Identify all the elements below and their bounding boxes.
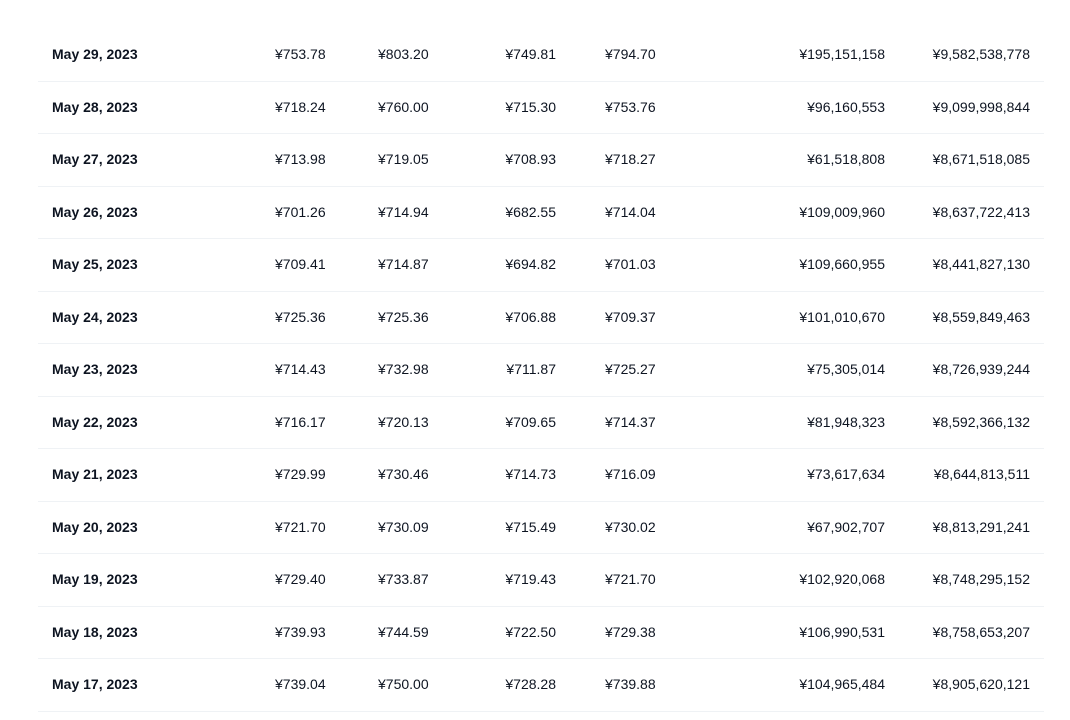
close-cell: ¥753.76 [605, 98, 656, 115]
market-cap-cell: ¥9,582,538,778 [932, 46, 1030, 62]
low-cell: ¥682.55 [505, 203, 556, 220]
high-cell: ¥720.13 [378, 413, 429, 430]
low-cell: ¥711.87 [506, 361, 556, 377]
low-cell: ¥722.50 [505, 623, 556, 640]
table-row [38, 659, 1044, 712]
market-cap-cell: ¥8,637,722,413 [932, 203, 1030, 220]
high-cell: ¥714.94 [378, 203, 429, 220]
low-cell: ¥714.73 [505, 466, 556, 482]
open-cell: ¥716.17 [275, 413, 326, 430]
volume-cell: ¥81,948,323 [807, 413, 885, 430]
close-cell: ¥729.38 [605, 623, 656, 640]
close-cell: ¥709.37 [605, 308, 656, 325]
low-cell: ¥749.81 [505, 46, 556, 62]
close-cell: ¥714.04 [605, 203, 656, 220]
date-cell: May 23, 2023 [52, 361, 138, 377]
low-cell: ¥706.88 [505, 308, 556, 325]
low-cell: ¥719.43 [505, 571, 556, 587]
open-cell: ¥718.24 [275, 98, 326, 115]
open-cell: ¥721.70 [275, 518, 326, 535]
volume-cell: ¥106,990,531 [799, 623, 885, 640]
low-cell: ¥728.28 [505, 676, 556, 692]
high-cell: ¥725.36 [378, 308, 429, 325]
high-cell: ¥719.05 [378, 151, 429, 167]
high-cell: ¥744.59 [378, 623, 429, 640]
date-cell: May 18, 2023 [52, 623, 138, 640]
table-row [38, 29, 1044, 82]
table-row [38, 344, 1044, 397]
volume-cell: ¥195,151,158 [799, 46, 885, 62]
close-cell: ¥725.27 [605, 361, 656, 377]
open-cell: ¥714.43 [275, 361, 326, 377]
date-cell: May 26, 2023 [52, 203, 138, 220]
date-cell: May 20, 2023 [52, 518, 138, 535]
date-cell: May 25, 2023 [52, 256, 138, 272]
low-cell: ¥715.30 [505, 98, 556, 115]
market-cap-cell: ¥8,813,291,241 [932, 518, 1030, 535]
high-cell: ¥760.00 [378, 98, 429, 115]
low-cell: ¥709.65 [505, 413, 556, 430]
market-cap-cell: ¥9,099,998,844 [932, 98, 1030, 115]
open-cell: ¥713.98 [275, 151, 326, 167]
high-cell: ¥732.98 [378, 361, 429, 377]
market-cap-cell: ¥8,644,813,511 [933, 466, 1030, 482]
market-cap-cell: ¥8,726,939,244 [932, 361, 1030, 377]
open-cell: ¥753.78 [275, 46, 326, 62]
close-cell: ¥730.02 [605, 518, 656, 535]
market-cap-cell: ¥8,671,518,085 [932, 151, 1030, 167]
volume-cell: ¥67,902,707 [807, 518, 885, 535]
table-row [38, 397, 1044, 450]
high-cell: ¥803.20 [378, 46, 429, 62]
open-cell: ¥701.26 [275, 203, 326, 220]
table-row [38, 134, 1044, 187]
close-cell: ¥701.03 [605, 256, 656, 272]
table-row [38, 554, 1044, 607]
low-cell: ¥715.49 [505, 518, 556, 535]
high-cell: ¥733.87 [378, 571, 429, 587]
market-cap-cell: ¥8,905,620,121 [932, 676, 1030, 692]
volume-cell: ¥104,965,484 [799, 676, 885, 692]
volume-cell: ¥73,617,634 [807, 466, 885, 482]
table-row [38, 502, 1044, 555]
table-row [38, 292, 1044, 345]
table-row [38, 607, 1044, 660]
close-cell: ¥739.88 [605, 676, 656, 692]
date-cell: May 19, 2023 [52, 571, 138, 587]
open-cell: ¥729.40 [275, 571, 326, 587]
market-cap-cell: ¥8,592,366,132 [932, 413, 1030, 430]
market-cap-cell: ¥8,748,295,152 [932, 571, 1030, 587]
table-row [38, 449, 1044, 502]
low-cell: ¥694.82 [505, 256, 556, 272]
high-cell: ¥730.09 [378, 518, 429, 535]
close-cell: ¥714.37 [605, 413, 656, 430]
close-cell: ¥794.70 [605, 46, 656, 62]
volume-cell: ¥101,010,670 [799, 308, 885, 325]
table-row [38, 82, 1044, 135]
open-cell: ¥729.99 [275, 466, 326, 482]
open-cell: ¥709.41 [275, 256, 326, 272]
date-cell: May 29, 2023 [52, 46, 138, 62]
historical-data-table [38, 29, 1044, 712]
date-cell: May 24, 2023 [52, 308, 138, 325]
table-row [38, 239, 1044, 292]
open-cell: ¥725.36 [275, 308, 326, 325]
volume-cell: ¥61,518,808 [807, 151, 885, 167]
date-cell: May 21, 2023 [52, 466, 138, 482]
date-cell: May 17, 2023 [52, 676, 138, 692]
open-cell: ¥739.93 [275, 623, 326, 640]
volume-cell: ¥96,160,553 [807, 98, 885, 115]
date-cell: May 27, 2023 [52, 151, 138, 167]
date-cell: May 28, 2023 [52, 98, 138, 115]
high-cell: ¥730.46 [378, 466, 429, 482]
volume-cell: ¥109,660,955 [799, 256, 885, 272]
close-cell: ¥721.70 [605, 571, 656, 587]
volume-cell: ¥102,920,068 [799, 571, 885, 587]
market-cap-cell: ¥8,441,827,130 [932, 256, 1030, 272]
table-row [38, 187, 1044, 240]
close-cell: ¥716.09 [605, 466, 656, 482]
close-cell: ¥718.27 [605, 151, 656, 167]
volume-cell: ¥75,305,014 [807, 361, 885, 377]
low-cell: ¥708.93 [505, 151, 556, 167]
market-cap-cell: ¥8,758,653,207 [932, 623, 1030, 640]
market-cap-cell: ¥8,559,849,463 [932, 308, 1030, 325]
date-cell: May 22, 2023 [52, 413, 138, 430]
open-cell: ¥739.04 [275, 676, 326, 692]
high-cell: ¥714.87 [378, 256, 429, 272]
volume-cell: ¥109,009,960 [799, 203, 885, 220]
high-cell: ¥750.00 [378, 676, 429, 692]
